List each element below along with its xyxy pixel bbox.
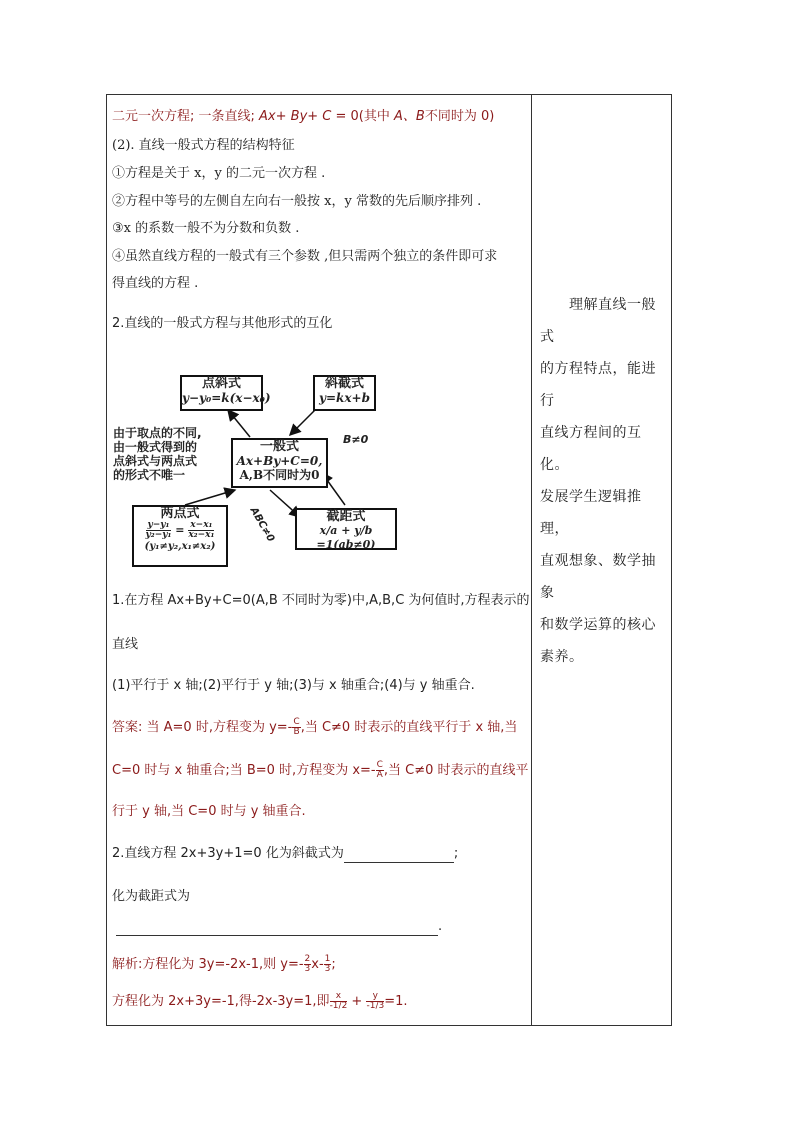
learning-objective: 理解直线一般式 的方程特点，能进行 直线方程间的互化。 发展学生逻辑推理， 直观想象、数学抽象 和数学运算的核心 素养。 — [540, 297, 656, 665]
label-b-nonzero: B≠0 — [343, 433, 369, 446]
answer-line3: 行于 y 轴,当 C=0 时与 y 轴重合. — [112, 804, 306, 819]
feature-4-cont: 得直线的方程 . — [112, 276, 199, 291]
q2-line3: . — [112, 918, 442, 936]
box-two-point: 两点式 $\frac{\text{y−y₁}}{\text{y₂−y₁}}$ = $\frac{\text{x−x₁}}{\text{x₂−x₁}}$ (y₁≠y₂,x₁≠x₂) — [132, 505, 228, 567]
box-point-slope: 点斜式 y−y₀=k(x−x₀) — [180, 375, 263, 411]
solution-line1: 解析:方程化为 3y=-2x-1,则 y=- $\frac{2}{3}$ x- $\frac{1}{3}$ ; — [112, 954, 336, 974]
label-abc-nonzero: ABC≠0 — [247, 505, 277, 544]
box-intercept: 截距式 x/a + y/b =1(ab≠0) — [295, 508, 397, 550]
feature-4: ④虽然直线方程的一般式有三个参数 ,但只需两个独立的条件即可求 — [112, 249, 498, 264]
answer-line1: 答案: 当 A=0 时,方程变为 y=- $\frac{C}{B}$ ,当 C≠0 时表示的直线平行于 x 轴,当 — [112, 717, 518, 737]
box-general: 一般式 Ax+By+C=0, A,B不同时为0 — [231, 438, 328, 488]
box-slope-intercept: 斜截式 y=kx+b — [313, 375, 376, 411]
column-divider — [531, 94, 532, 1026]
arrow-slope-intercept-to-general — [290, 410, 315, 435]
q2-line2: 化为截距式为 — [112, 889, 191, 904]
q1-line2: 直线 — [112, 637, 139, 652]
feature-3: ③x 的系数一般不为分数和负数 . — [112, 221, 300, 236]
q1-line1: 1.在方程 Ax+By+C=0(A,B 不同时为零)中,A,B,C 为何值时,方程表示的 — [112, 593, 530, 608]
feature-2: ②方程中等号的左侧自左向右一般按 x，y 常数的先后顺序排列 . — [112, 194, 482, 209]
general-form-definition: 二元一次方程; 一条直线; Ax+ By+ C = 0(其中 A、B不同时为 0) — [112, 109, 495, 124]
intercept-form-blank[interactable] — [116, 921, 438, 936]
solution-line2: 方程化为 2x+3y=-1,得-2x-3y=1,即 $\frac{x}{-1/2}$ + $\frac{y}{-1/3}$ =1. — [112, 991, 408, 1011]
conversion-title: 2.直线的一般式方程与其他形式的互化 — [112, 316, 333, 331]
q2-line1: 2.直线方程 2x+3y+1=0 化为斜截式为 ; — [112, 846, 459, 861]
section-2-title: (2). 直线一般式方程的结构特征 — [112, 138, 295, 153]
slope-intercept-blank[interactable] — [344, 848, 454, 863]
feature-1: ①方程是关于 x，y 的二元一次方程 . — [112, 166, 326, 181]
q1-line3: (1)平行于 x 轴;(2)平行于 y 轴;(3)与 x 轴重合;(4)与 y 轴重合. — [112, 678, 475, 693]
arrow-two-point-to-general — [185, 490, 235, 505]
arrow-general-to-point-slope — [228, 410, 250, 437]
answer-line2: C=0 时与 x 轴重合;当 B=0 时,方程变为 x=- $\frac{C}{A}$ ,当 C≠0 时表示的直线平 — [112, 760, 529, 780]
diagram-note: 由于取点的不同, 由一般式得到的 点斜式与两点式 的形式不唯一 — [113, 426, 202, 482]
